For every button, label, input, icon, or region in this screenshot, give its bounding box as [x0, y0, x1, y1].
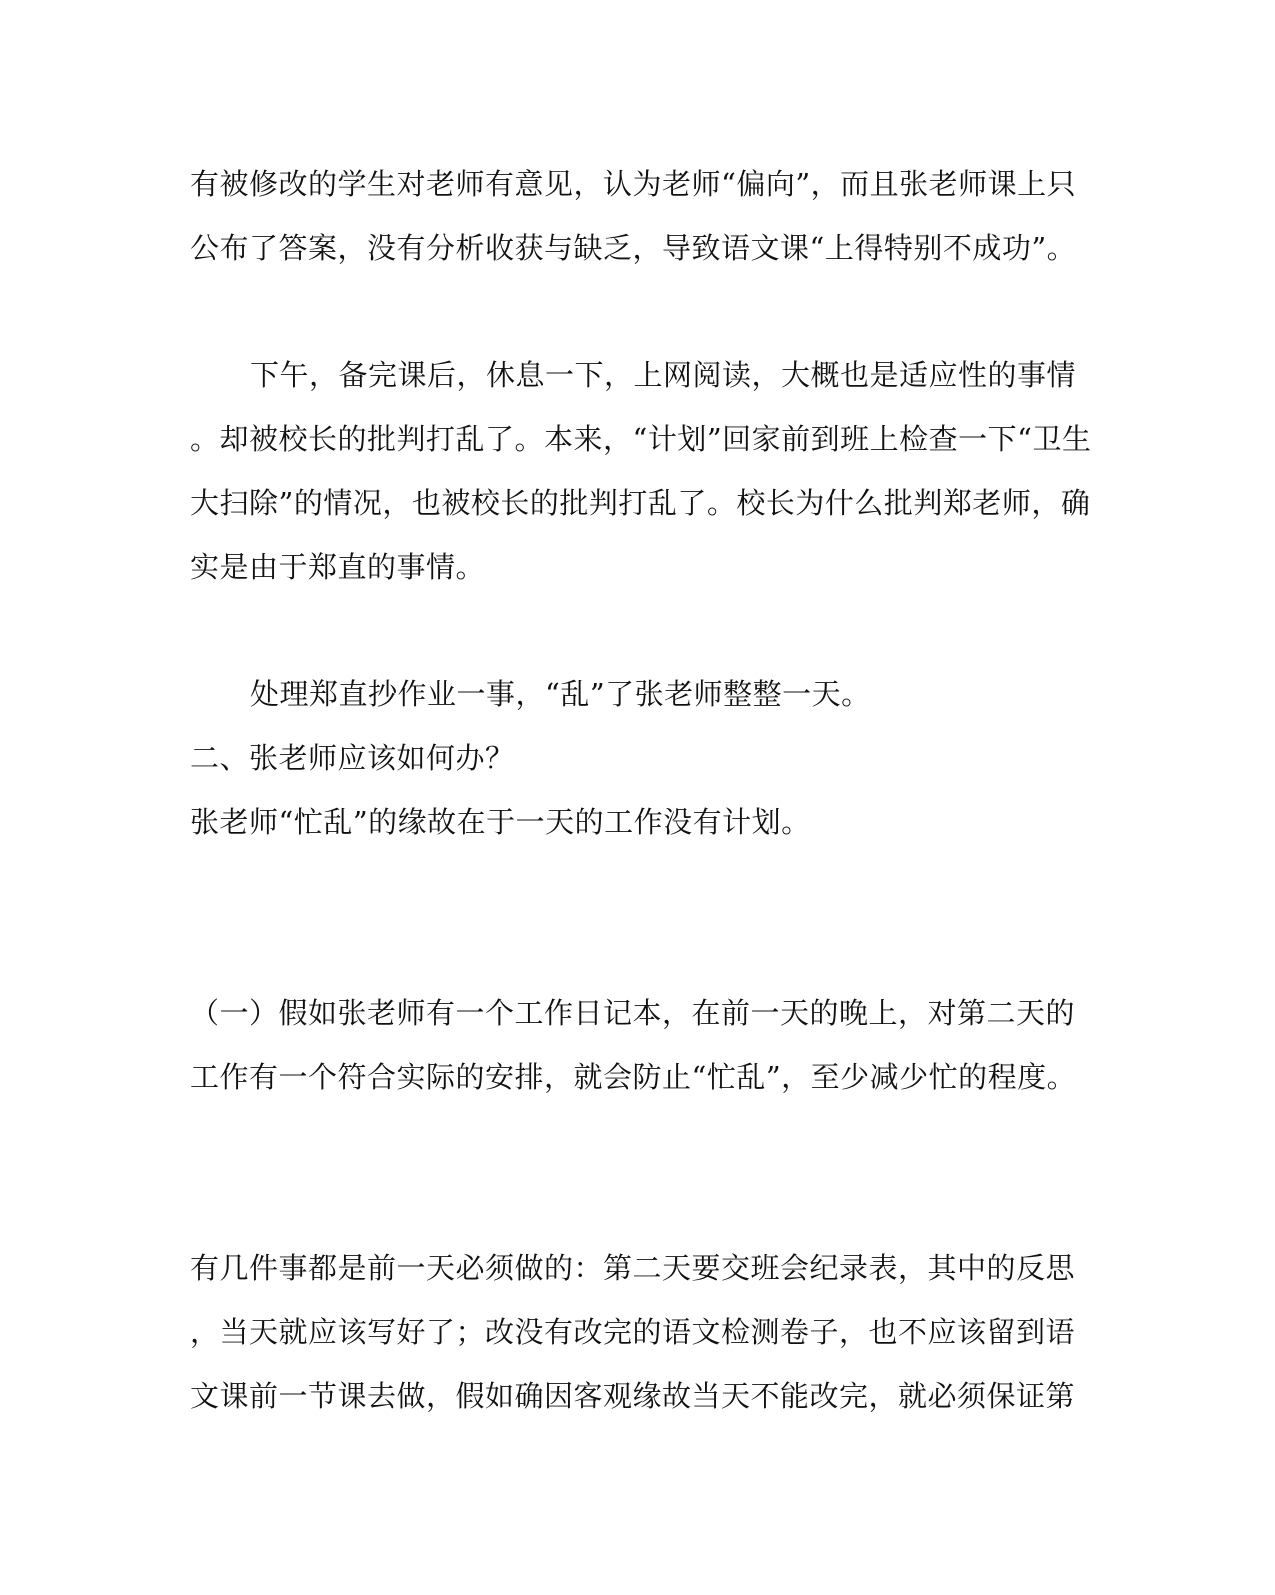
text-line: 有被修改的学生对老师有意见，认为老师“偏向”，而且张老师课上只 [190, 167, 1077, 201]
text-line: 实是由于郑直的事情。 [190, 550, 486, 584]
text-line: 文课前一节课去做，假如确因客观缘故当天不能改完，就必须保证第 [190, 1379, 1076, 1413]
text-line: 公布了答案，没有分析收获与缺乏，导致语文课“上得特别不成功”。 [190, 231, 1077, 265]
text-line: 有几件事都是前一天必须做的：第二天要交班会纪录表，其中的反思 [190, 1251, 1076, 1285]
text-line: ，当天就应该写好了；改没有改完的语文检测卷子，也不应该留到语 [190, 1315, 1076, 1349]
paragraph-start-line: 下午，备完课后，休息一下，上网阅读，大概也是适应性的事情 [250, 358, 1077, 392]
text-line: （一）假如张老师有一个工作日记本，在前一天的晚上，对第二天的 [190, 996, 1076, 1030]
text-line: 。却被校长的批判打乱了。本来，“计划”回家前到班上检查一下“卫生 [190, 422, 1092, 456]
text-line: 工作有一个符合实际的安排，就会防止“忙乱”，至少减少忙的程度。 [190, 1060, 1077, 1094]
text-line: 张老师“忙乱”的缘故在于一天的工作没有计划。 [190, 805, 811, 839]
text-line: 大扫除”的情况，也被校长的批判打乱了。校长为什么批判郑老师，确 [190, 486, 1091, 520]
paragraph-start-line: 处理郑直抄作业一事，“乱”了张老师整整一天。 [250, 677, 871, 711]
section-heading: 二、张老师应该如何办？ [190, 741, 515, 775]
